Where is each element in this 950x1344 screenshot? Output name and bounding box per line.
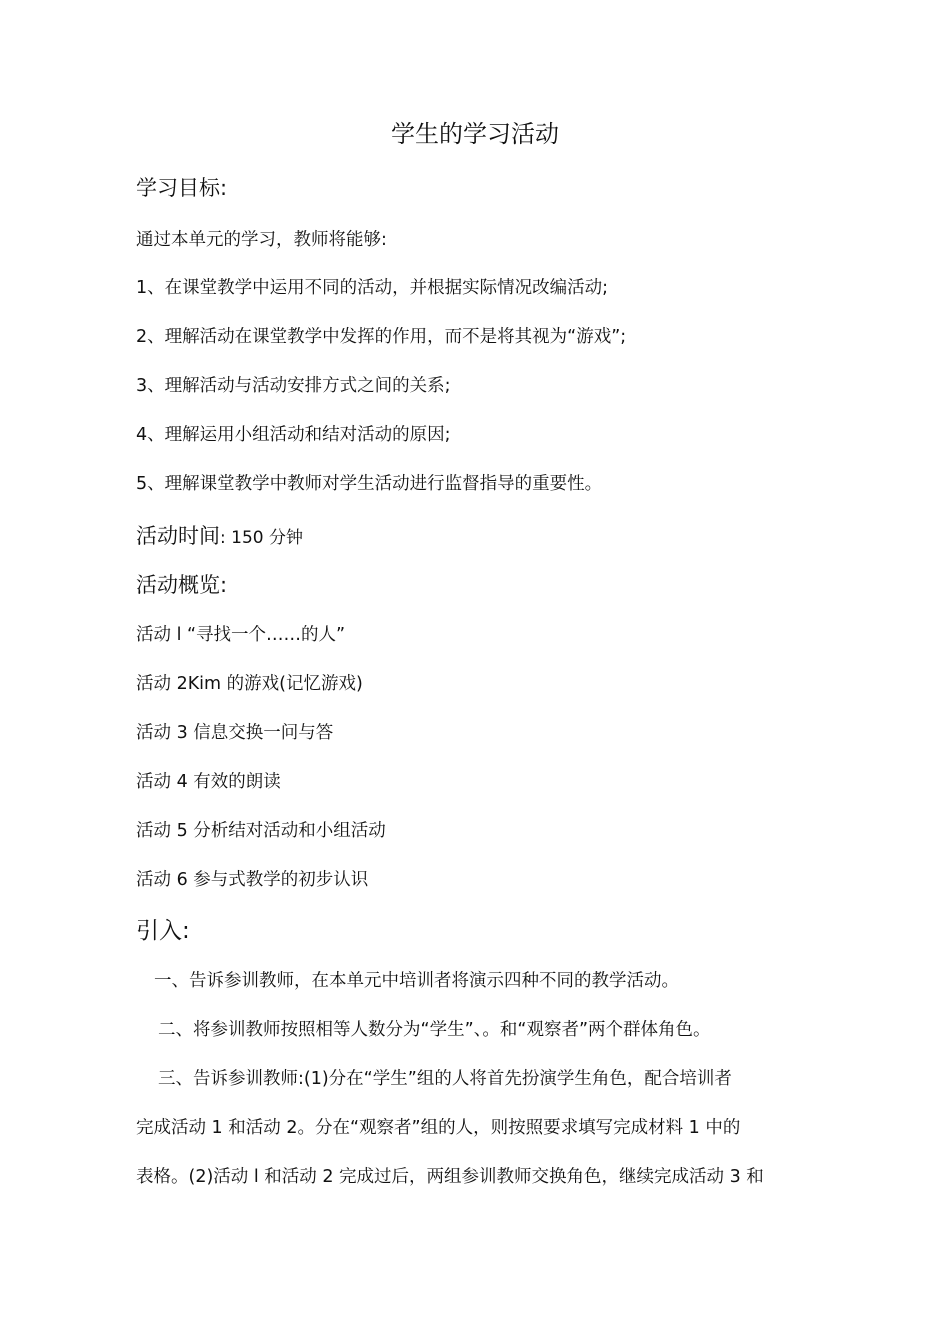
objectives-lead: 通过本单元的学习，教师将能够: — [136, 230, 387, 250]
objective-item: 2、理解活动在课堂教学中发挥的作用，而不是将其视为“游戏”; — [136, 327, 627, 347]
activity-time — [136, 526, 303, 547]
overview-item: 活动 l “寻找一个……的人” — [136, 625, 346, 645]
document-title: 学生的学习活动 — [391, 120, 559, 148]
intro-paragraph-line: 表格。(2)活动 l 和活动 2 完成过后，两组参训教师交换角色，继续完成活动 3 和 — [136, 1167, 764, 1187]
overview-item: 活动 6 参与式教学的初步认识 — [136, 870, 369, 890]
activity-time-label: 活动时间 — [136, 524, 220, 548]
overview-item: 活动 2Kim 的游戏(记忆游戏) — [136, 674, 363, 694]
intro-paragraph-line: 二、将参训教师按照相等人数分为“学生”、。和“观察者”两个群体角色。 — [158, 1020, 711, 1040]
intro-paragraph-line: 一、告诉参训教师，在本单元中培训者将演示四种不同的教学活动。 — [154, 971, 679, 991]
objective-item: 4、理解运用小组活动和结对活动的原因; — [136, 425, 451, 445]
overview-item: 活动 3 信息交换一问与答 — [136, 723, 334, 743]
objectives-heading: 学习目标: — [136, 176, 228, 200]
overview-heading: 活动概览: — [136, 573, 228, 597]
overview-item: 活动 5 分析结对活动和小组活动 — [136, 821, 386, 841]
intro-paragraph-line: 完成活动 1 和活动 2。分在“观察者”组的人，则按照要求填写完成材料 1 中的 — [136, 1118, 741, 1138]
overview-item: 活动 4 有效的朗读 — [136, 772, 281, 792]
objective-item: 1、在课堂教学中运用不同的活动，并根据实际情况改编活动; — [136, 278, 609, 298]
intro-paragraph-line: 三、告诉参训教师:(1)分在“学生”组的人将首先扮演学生角色，配合培训者 — [158, 1069, 732, 1089]
intro-heading: 引入: — [136, 918, 190, 944]
objective-item: 3、理解活动与活动安排方式之间的关系; — [136, 376, 451, 396]
objective-item: 5、理解课堂教学中教师对学生活动进行监督指导的重要性。 — [136, 474, 603, 494]
activity-time-value: : 150 分钟 — [220, 528, 303, 548]
